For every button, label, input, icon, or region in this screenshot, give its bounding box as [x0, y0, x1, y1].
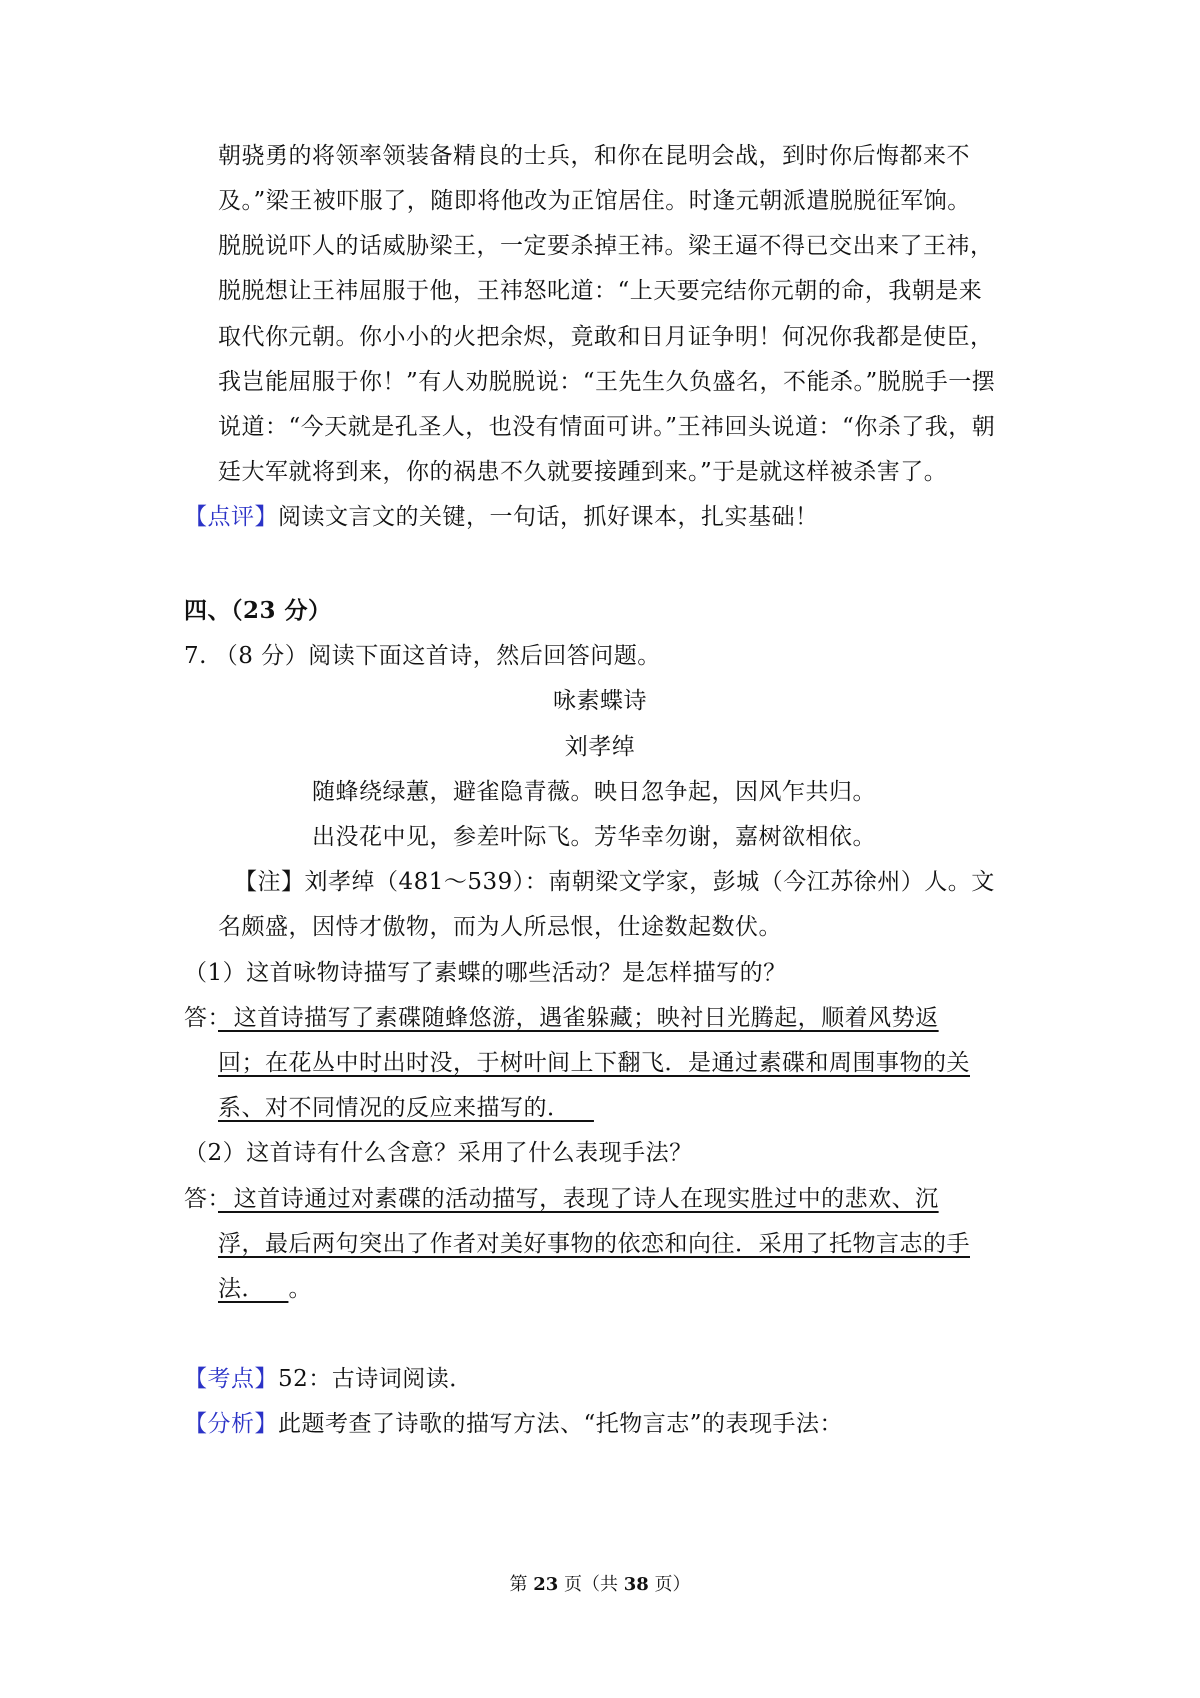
subquestion-2: （2）这首诗有什么含意？采用了什么表现手法？	[184, 1140, 693, 1166]
answer-line: 这首诗描写了素碟随蜂悠游，遇雀躲藏；映衬日光腾起，顺着风势返	[218, 1005, 939, 1031]
kaodian-line	[184, 1362, 473, 1396]
page-footer	[0, 1570, 1200, 1596]
answer-last-line	[218, 1272, 312, 1306]
fenxi-line	[184, 1407, 843, 1441]
answer-tail: 。	[288, 1276, 312, 1302]
comment-line	[184, 500, 819, 534]
translation-line: 脱脱想让王祎屈服于他，王祎怒叱道：“上天要完结你元朝的命，我朝是来	[218, 278, 983, 304]
translation-line: 脱脱说吓人的话威胁梁王，一定要杀掉王祎。梁王逼不得已交出来了王祎，	[218, 233, 994, 259]
answer-line: 系、对不同情况的反应来描写的．	[218, 1095, 594, 1121]
section-title: 四、（23 分）	[184, 597, 332, 624]
footer-page-total: 38	[623, 1574, 649, 1595]
answer-line: 回；在花丛中时出时没，于树叶间上下翻飞．是通过素碟和周围事物的关	[218, 1050, 970, 1076]
question-prompt: 阅读下面这首诗，然后回答问题。	[308, 643, 661, 669]
answer-line: 这首诗通过对素碟的活动描写，表现了诗人在现实胜过中的悲欢、沉	[218, 1186, 939, 1212]
answer-line: 法．	[218, 1276, 289, 1302]
footer-prefix: 第	[509, 1574, 534, 1595]
footer-page-number: 23	[533, 1574, 559, 1595]
kaodian-text: 52：古诗词阅读．	[278, 1366, 473, 1392]
translation-line: 说道：“今天就是孔圣人，也没有情面可讲。”王祎回头说道：“你杀了我，朝	[218, 414, 996, 440]
answer-line: 浮，最后两句突出了作者对美好事物的依恋和向往．采用了托物言志的手	[218, 1231, 970, 1257]
translation-line: 廷大军就将到来，你的祸患不久就要接踵到来。”于是就这样被杀害了。	[218, 459, 948, 485]
poem-line: 随蜂绕绿蕙，避雀隐青薇。映日忽争起，因风乍共归。	[312, 779, 876, 805]
translation-line: 朝骁勇的将领率领装备精良的士兵，和你在昆明会战，到时你后悔都来不	[218, 143, 970, 169]
comment-text: 阅读文言文的关键，一句话，抓好课本，扎实基础！	[278, 504, 819, 530]
answer-label: 答：	[184, 1005, 231, 1031]
question-header	[184, 639, 661, 673]
translation-line: 我岂能屈服于你！”有人劝脱脱说：“王先生久负盛名，不能杀。”脱脱手一摆	[218, 369, 996, 395]
poem-author: 刘孝绰	[564, 734, 636, 760]
subquestion-1: （1）这首咏物诗描写了素蝶的哪些活动？是怎样描写的？	[184, 960, 787, 986]
answer-label: 答：	[184, 1186, 231, 1212]
translation-line: 取代你元朝。你小小的火把余烬，竟敢和日月证争明！何况你我都是使臣，	[218, 324, 994, 350]
poem-title: 咏素蝶诗	[553, 688, 647, 714]
footer-suffix: 页）	[648, 1574, 691, 1595]
translation-line: 及。”梁王被吓服了，随即将他改为正馆居住。时逢元朝派遣脱脱征军饷。	[218, 188, 971, 214]
fenxi-tag: 【分析】	[184, 1411, 278, 1437]
comment-tag: 【点评】	[184, 504, 278, 530]
poem-note-line: 名颇盛，因恃才傲物，而为人所忌恨，仕途数起数伏。	[218, 914, 782, 940]
question-points: （8 分）	[214, 643, 309, 669]
question-number: 7.	[184, 643, 207, 669]
poem-note-line: 【注】刘孝绰（481～539）：南朝梁文学家，彭城（今江苏徐州）人。文	[234, 869, 995, 895]
footer-middle: 页（共	[558, 1574, 624, 1595]
poem-line: 出没花中见，参差叶际飞。芳华幸勿谢，嘉树欲相依。	[312, 824, 876, 850]
fenxi-text: 此题考查了诗歌的描写方法、“托物言志”的表现手法：	[278, 1411, 844, 1437]
kaodian-tag: 【考点】	[184, 1366, 278, 1392]
